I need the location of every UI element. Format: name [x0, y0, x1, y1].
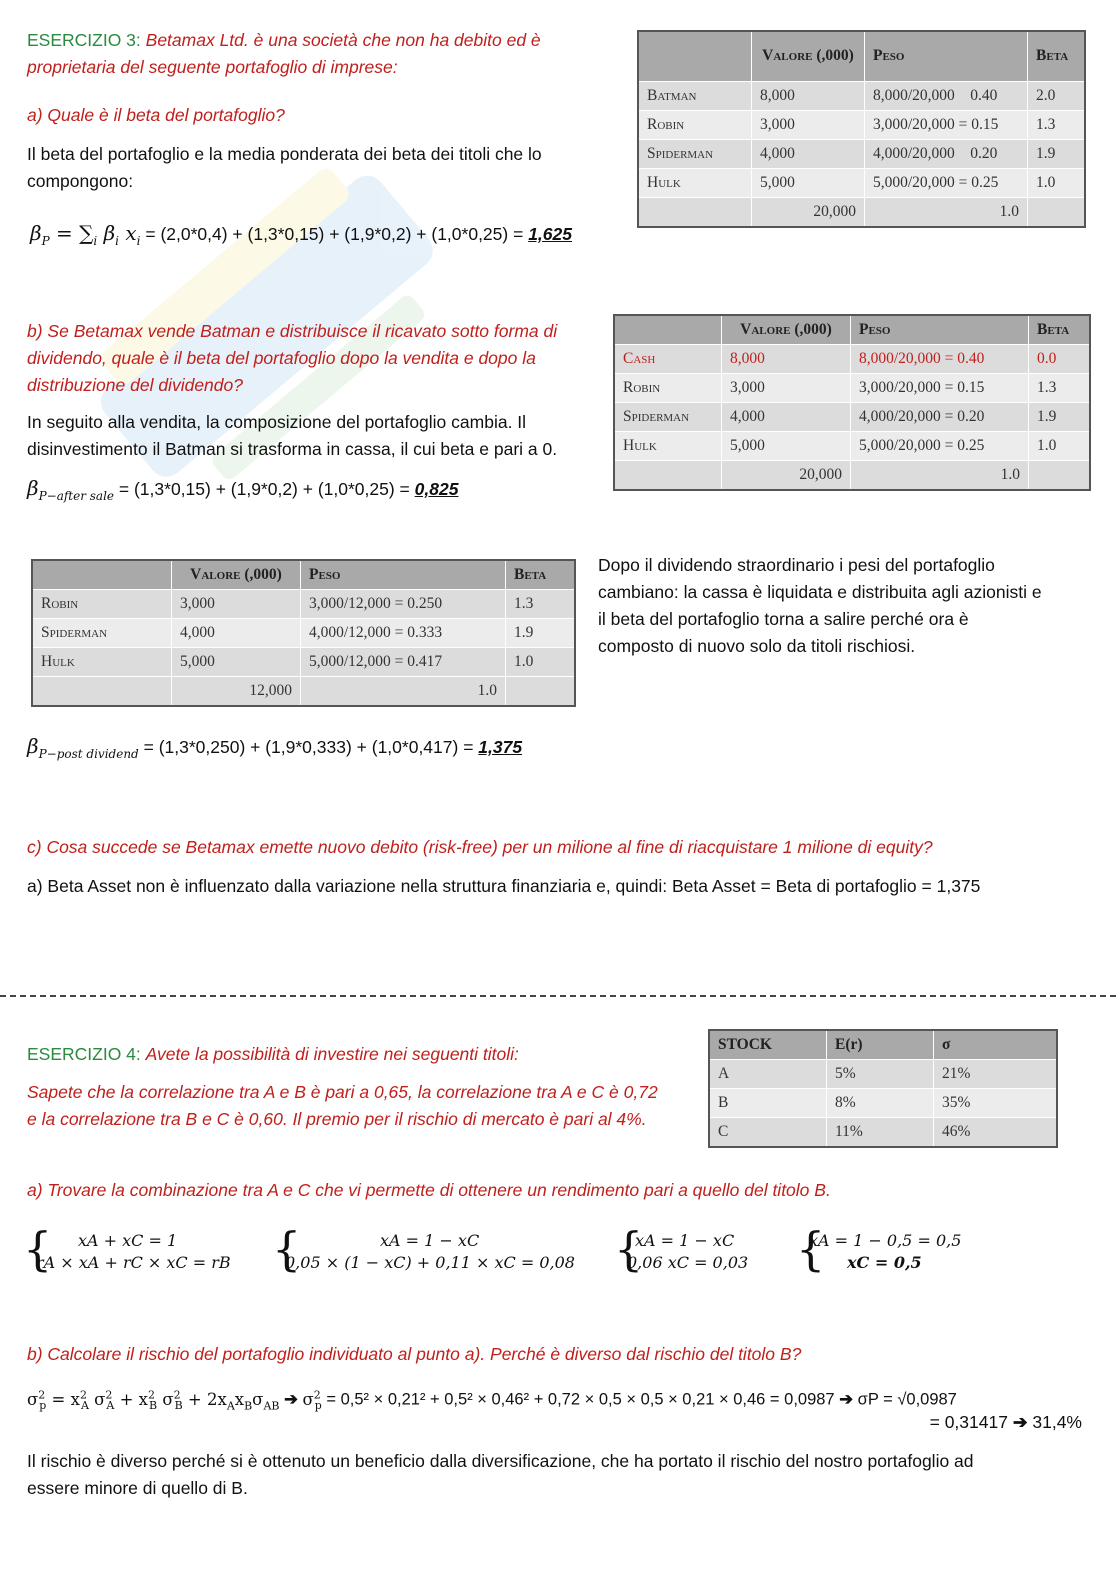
t2-h1: Valore (,000) — [722, 315, 851, 345]
table-row — [614, 432, 1090, 461]
ex3-title — [27, 27, 587, 81]
sys4-line1: xA = 1 − 0,5 = 0,5 — [809, 1231, 962, 1250]
cell: 3,000/20,000 = 0.15 — [865, 110, 1028, 139]
cell: Hulk — [32, 648, 172, 677]
cell: 8,000/20,000 = 0.40 — [851, 345, 1029, 374]
cell — [1029, 461, 1091, 491]
t2-h2: Peso — [851, 315, 1029, 345]
cell: 1.0 — [1028, 168, 1086, 197]
ex3-formula-a: $\beta_P = \sum_i$ $\beta_i$ $x_i = (2,0*0,4) + (1,3*0,15) + (1,9*0,2) + (1,0*0,25) = 1,625$ — [30, 221, 572, 248]
ex3-answer-b — [27, 409, 617, 463]
cell: 5,000/20,000 = 0.25 — [851, 432, 1029, 461]
table-total-row — [614, 461, 1090, 491]
ex3-answer-c: a) Beta Asset non è influenzato dalla variazione nella struttura finanziaria e, quindi: Beta Asset = Beta di portafoglio = 1,375 — [27, 876, 981, 896]
table-row — [709, 1118, 1057, 1148]
st-h0: STOCK — [709, 1030, 827, 1060]
cell: 3,000/20,000 = 0.15 — [851, 374, 1029, 403]
ex4-label: ESERCIZIO 4: — [27, 1044, 141, 1064]
cell: C — [709, 1118, 827, 1148]
ex3-title-text-2: proprietaria del seguente portafoglio di imprese: — [27, 57, 398, 77]
ex4-title — [27, 1041, 519, 1068]
formula-d-body: = (1,3*0,250) + (1,9*0,333) + (1,0*0,417) = — [143, 737, 474, 757]
cell: 1.0 — [865, 197, 1028, 227]
system-1 — [36, 1230, 231, 1274]
sys1-line1: xA + xC = 1 — [78, 1231, 178, 1250]
cell: 5,000 — [722, 432, 851, 461]
arrow-icon: ➔ — [284, 1390, 298, 1409]
cell: 5,000/12,000 = 0.417 — [301, 648, 506, 677]
cell: 1.9 — [1028, 139, 1086, 168]
cell — [506, 677, 576, 707]
cell: 3,000 — [752, 110, 865, 139]
result-a: 1,625 — [528, 224, 572, 244]
table-stocks — [708, 1029, 1058, 1148]
brace-4: { — [796, 1222, 826, 1276]
table-row — [32, 648, 575, 677]
div-line1: Dopo il dividendo straordinario i pesi del portafoglio — [598, 555, 995, 575]
cell: 8% — [827, 1089, 934, 1118]
cell: Spiderman — [614, 403, 722, 432]
sys3-line2: 0,06 xC = 0,03 — [627, 1253, 749, 1272]
table-total-row — [638, 197, 1085, 227]
sys2-line2: 0,05 × (1 − xC) + 0,11 × xC = 0,08 — [285, 1253, 575, 1272]
section-divider — [0, 995, 1116, 997]
qb-line3: distribuzione del dividendo? — [27, 375, 243, 395]
risk-sigma: σP = √0,0987 — [857, 1390, 957, 1409]
risk-pct: 31,4% — [1032, 1412, 1082, 1432]
ex3-answer-a-line2: compongono: — [27, 171, 134, 191]
table-row — [638, 81, 1085, 110]
ex3-formula-b: $\beta_{P-after sale} = (1,3*0,15) + (1,9*0,2) + (1,0*0,25) = 0,825$ — [27, 476, 459, 503]
brace-2: { — [272, 1222, 302, 1276]
sys3-line1: xA = 1 − xC — [635, 1231, 735, 1250]
system-2 — [285, 1230, 575, 1274]
cell: Hulk — [614, 432, 722, 461]
cell: 20,000 — [752, 197, 865, 227]
cell: 0.0 — [1029, 345, 1091, 374]
cell: 4,000 — [752, 139, 865, 168]
t3-h1: Valore (,000) — [172, 560, 301, 590]
cell: 46% — [934, 1118, 1058, 1148]
formula-a-body: = (2,0*0,4) + (1,3*0,15) + (1,9*0,2) + (1,0*0,25) = — [145, 224, 524, 244]
cell: 1.9 — [1029, 403, 1091, 432]
ex3-question-c: c) Cosa succede se Betamax emette nuovo debito (risk-free) per un milione al fine di riacquistare 1 milione di equity? — [27, 837, 933, 857]
ex3-answer-a-line1: Il beta del portafoglio e la media ponderata dei beta dei titoli che lo — [27, 144, 542, 164]
t1-h0 — [638, 31, 752, 81]
cell: Robin — [614, 374, 722, 403]
cell: 5,000 — [172, 648, 301, 677]
cell: Spiderman — [638, 139, 752, 168]
ex3-question-b — [27, 318, 607, 399]
table-row — [638, 139, 1085, 168]
ex3-label: ESERCIZIO 3: — [27, 30, 141, 50]
table-row — [614, 374, 1090, 403]
sys1-line2: rA × xA + rC × xC = rB — [36, 1253, 231, 1272]
qb-ans-line1: In seguito alla vendita, la composizione del portafoglio cambia. Il — [27, 412, 527, 432]
qb-ans-line2: disinvestimento il Batman si trasforma in cassa, il cui beta e pari a 0. — [27, 439, 558, 459]
table-row — [709, 1060, 1057, 1089]
cell: 1.3 — [1028, 110, 1086, 139]
t3-h0 — [32, 560, 172, 590]
intro-line1: Sapete che la correlazione tra A e B è pari a 0,65, la correlazione tra A e C è 0,72 — [27, 1082, 658, 1102]
cell: 1.0 — [1029, 432, 1091, 461]
cell: 8,000/20,000 0.40 — [865, 81, 1028, 110]
result-d: 1,375 — [478, 737, 523, 757]
risk-formula-rhs: = 0,5² × 0,21² + 0,5² × 0,46² + 0,72 × 0,5 × 0,5 × 0,21 × 0,46 = 0,0987 — [326, 1390, 835, 1409]
cell: Robin — [638, 110, 752, 139]
ex4-question-a: a) Trovare la combinazione tra A e C che vi permette di ottenere un rendimento pari a quello del titolo B. — [27, 1180, 831, 1200]
concl-line1: Il rischio è diverso perché si è ottenuto un beneficio dalla diversificazione, che ha portato il rischio del nostro portafoglio ad — [27, 1451, 974, 1471]
table-total-row — [32, 677, 575, 707]
brace-3: { — [614, 1222, 644, 1276]
div-line2: cambiano: la cassa è liquidata e distribuita agli azionisti e — [598, 582, 1042, 602]
ex3-title-text-1: Betamax Ltd. è una società che non ha debito ed è — [145, 30, 541, 50]
ex4-risk-result — [930, 1409, 1082, 1436]
cell: 20,000 — [722, 461, 851, 491]
system-3 — [627, 1230, 748, 1274]
cell: 35% — [934, 1089, 1058, 1118]
table-row — [614, 345, 1090, 374]
qb-line2: dividendo, quale è il beta del portafoglio dopo la vendita e dopo la — [27, 348, 536, 368]
cell: 1.3 — [506, 590, 576, 619]
ex4-intro — [27, 1079, 707, 1133]
ex3-dividend-note — [598, 552, 1098, 660]
table-row — [709, 1089, 1057, 1118]
cell: Hulk — [638, 168, 752, 197]
arrow-icon: ➔ — [839, 1390, 854, 1409]
cell: Spiderman — [32, 619, 172, 648]
t3-h2: Peso — [301, 560, 506, 590]
cell: 4,000 — [722, 403, 851, 432]
cell: 3,000 — [172, 590, 301, 619]
t2-h3: Beta — [1029, 315, 1091, 345]
ex4-question-b: b) Calcolare il rischio del portafoglio individuato al punto a). Perché è diverso dal rischio del titolo B? — [27, 1344, 802, 1364]
cell: 3,000/12,000 = 0.250 — [301, 590, 506, 619]
table-portfolio-post-dividend — [31, 559, 576, 707]
table-row — [32, 590, 575, 619]
cell: 1.0 — [506, 648, 576, 677]
cell: B — [709, 1089, 827, 1118]
intro-line2: e la correlazione tra B e C è 0,60. Il premio per il rischio di mercato è pari al 4%. — [27, 1109, 647, 1129]
system-4 — [809, 1230, 961, 1274]
formula-d-subscript: P−post dividend — [38, 747, 139, 761]
st-h1: E(r) — [827, 1030, 934, 1060]
result-b: 0,825 — [414, 479, 459, 499]
table-row — [614, 403, 1090, 432]
cell: 4,000/20,000 = 0.20 — [851, 403, 1029, 432]
arrow-icon: ➔ — [1012, 1412, 1028, 1432]
risk-result: = 0,31417 — [929, 1412, 1008, 1432]
cell: 8,000 — [752, 81, 865, 110]
t1-h3: Beta — [1028, 31, 1086, 81]
cell: 3,000 — [722, 374, 851, 403]
table-row — [638, 110, 1085, 139]
st-h2: σ — [934, 1030, 1058, 1060]
ex4-risk-formula: $\sigma^2_p = x^2_A$ $\sigma^2_A + x^2_B$ $\sigma^2_B + 2x_Ax_B\sigma_{AB}$ ➔ $\sigma^2_p = 0,5^2 \times 0,21^2 + 0,5^2 \times 0,46^2 + 0,72 \times 0,5 \times 0,5 \times 0,21 \times 0,46 = 0,0987$ ➔ σP = √0,0987 — [27, 1388, 957, 1412]
ex3-question-a: a) Quale è il beta del portafoglio? — [27, 105, 285, 125]
t1-h2: Peso — [865, 31, 1028, 81]
cell: Batman — [638, 81, 752, 110]
cell: 21% — [934, 1060, 1058, 1089]
sys2-line1: xA = 1 − xC — [380, 1231, 480, 1250]
cell: 1.0 — [851, 461, 1029, 491]
ex4-title-text: Avete la possibilità di investire nei seguenti titoli: — [145, 1044, 519, 1064]
cell: 4,000/12,000 = 0.333 — [301, 619, 506, 648]
div-line4: composto di nuovo solo da titoli rischiosi. — [598, 636, 916, 656]
cell: 5,000 — [752, 168, 865, 197]
cell — [638, 197, 752, 227]
cell: 5% — [827, 1060, 934, 1089]
cell: 8,000 — [722, 345, 851, 374]
cell: 12,000 — [172, 677, 301, 707]
cell — [1028, 197, 1086, 227]
table-row — [32, 619, 575, 648]
cell: 1.0 — [301, 677, 506, 707]
cell: 1.9 — [506, 619, 576, 648]
cell: 5,000/20,000 = 0.25 — [865, 168, 1028, 197]
table-portfolio-after-sale — [613, 314, 1091, 491]
formula-b-subscript: P−after sale — [38, 489, 115, 503]
cell: 11% — [827, 1118, 934, 1148]
ex4-conclusion — [27, 1448, 1087, 1502]
table-portfolio-initial — [637, 30, 1086, 228]
cell — [32, 677, 172, 707]
cell: A — [709, 1060, 827, 1089]
cell: 1.3 — [1029, 374, 1091, 403]
ex3-answer-a — [27, 141, 617, 195]
table-row — [638, 168, 1085, 197]
cell: Robin — [32, 590, 172, 619]
ex3-formula-d: $\beta_{P-post dividend} = (1,3*0,250) + (1,9*0,333) + (1,0*0,417) = 1,375$ — [27, 734, 523, 761]
cell — [614, 461, 722, 491]
cell: Cash — [614, 345, 722, 374]
qb-line1: b) Se Betamax vende Batman e distribuisce il ricavato sotto forma di — [27, 321, 558, 341]
brace-1: { — [23, 1222, 53, 1276]
div-line3: il beta del portafoglio torna a salire perché ora è — [598, 609, 969, 629]
cell: 4,000 — [172, 619, 301, 648]
formula-b-body: = (1,3*0,15) + (1,9*0,2) + (1,0*0,25) = — [118, 479, 410, 499]
t1-h1: Valore (,000) — [752, 31, 865, 81]
t3-h3: Beta — [506, 560, 576, 590]
cell: 2.0 — [1028, 81, 1086, 110]
t2-h0 — [614, 315, 722, 345]
sys4-line2: xC = 0,5 — [847, 1253, 922, 1272]
cell: 4,000/20,000 0.20 — [865, 139, 1028, 168]
concl-line2: essere minore di quello di B. — [27, 1478, 248, 1498]
